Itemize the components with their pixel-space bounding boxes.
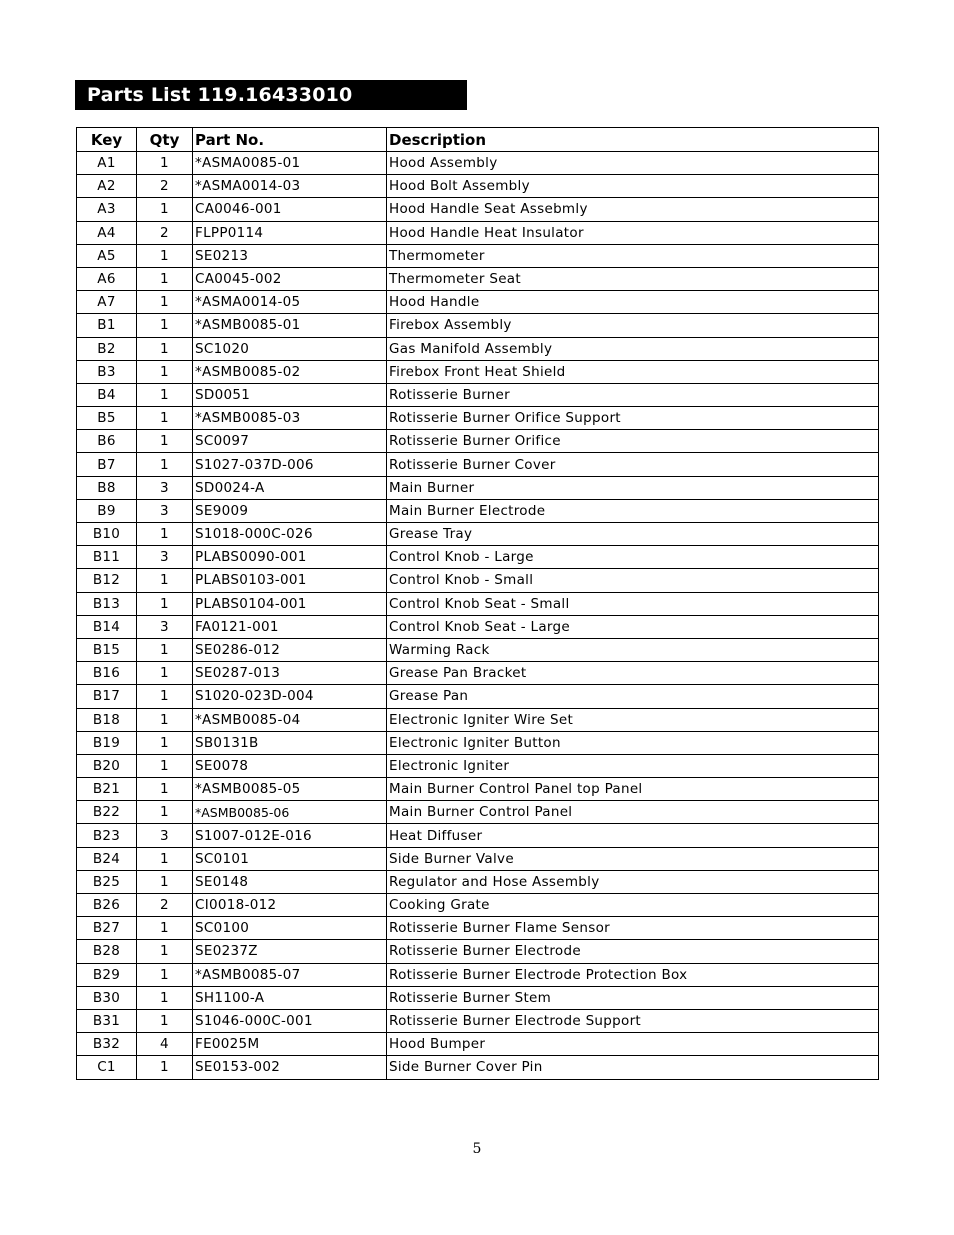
cell-key: B18	[77, 708, 137, 731]
cell-description: Control Knob - Large	[387, 546, 879, 569]
cell-key: A7	[77, 291, 137, 314]
cell-description: Main Burner Electrode	[387, 499, 879, 522]
cell-part-no: *ASMB0085-05	[193, 778, 387, 801]
table-row	[77, 337, 879, 360]
cell-description: Main Burner	[387, 476, 879, 499]
cell-key: B25	[77, 870, 137, 893]
cell-qty: 1	[137, 963, 193, 986]
cell-qty: 1	[137, 708, 193, 731]
cell-part-no: *ASMB0085-02	[193, 360, 387, 383]
cell-part-no: SD0051	[193, 383, 387, 406]
table-row	[77, 754, 879, 777]
cell-part-no: S1020-023D-004	[193, 685, 387, 708]
cell-key: A5	[77, 244, 137, 267]
cell-description: Electronic Igniter Wire Set	[387, 708, 879, 731]
cell-part-no: SE0286-012	[193, 638, 387, 661]
cell-qty: 1	[137, 754, 193, 777]
cell-part-no: SE0237Z	[193, 940, 387, 963]
cell-description: Firebox Front Heat Shield	[387, 360, 879, 383]
table-row	[77, 662, 879, 685]
cell-part-no: FLPP0114	[193, 221, 387, 244]
cell-qty: 1	[137, 198, 193, 221]
table-row	[77, 175, 879, 198]
table-row	[77, 778, 879, 801]
column-header-description: Description	[387, 128, 879, 152]
cell-part-no: SB0131B	[193, 731, 387, 754]
column-header-qty: Qty	[137, 128, 193, 152]
cell-description: Rotisserie Burner Orifice Support	[387, 407, 879, 430]
cell-description: Hood Assembly	[387, 152, 879, 175]
cell-part-no: PLABS0104-001	[193, 592, 387, 615]
cell-part-no: *ASMB0085-01	[193, 314, 387, 337]
cell-description: Hood Handle Seat Assebmly	[387, 198, 879, 221]
cell-description: Electronic Igniter Button	[387, 731, 879, 754]
table-row	[77, 291, 879, 314]
table-row	[77, 592, 879, 615]
cell-key: A2	[77, 175, 137, 198]
table-row	[77, 963, 879, 986]
cell-key: B10	[77, 523, 137, 546]
cell-qty: 1	[137, 152, 193, 175]
table-row	[77, 198, 879, 221]
cell-description: Thermometer	[387, 244, 879, 267]
parts-table-body	[77, 152, 879, 1080]
cell-qty: 1	[137, 592, 193, 615]
cell-key: B17	[77, 685, 137, 708]
table-row	[77, 476, 879, 499]
cell-part-no: *ASMB0085-04	[193, 708, 387, 731]
table-row	[77, 267, 879, 290]
cell-qty: 2	[137, 175, 193, 198]
cell-description: Main Burner Control Panel	[387, 801, 879, 824]
table-row	[77, 1056, 879, 1079]
table-row	[77, 499, 879, 522]
cell-part-no: SE0078	[193, 754, 387, 777]
cell-key: B4	[77, 383, 137, 406]
cell-part-no: CA0046-001	[193, 198, 387, 221]
cell-key: A1	[77, 152, 137, 175]
cell-part-no: *ASMA0085-01	[193, 152, 387, 175]
cell-key: B21	[77, 778, 137, 801]
table-row	[77, 917, 879, 940]
cell-key: B5	[77, 407, 137, 430]
cell-description: Cooking Grate	[387, 894, 879, 917]
table-row	[77, 314, 879, 337]
cell-part-no: SE0153-002	[193, 1056, 387, 1079]
cell-part-no: *ASMB0085-07	[193, 963, 387, 986]
cell-qty: 3	[137, 615, 193, 638]
cell-key: B23	[77, 824, 137, 847]
cell-key: B2	[77, 337, 137, 360]
cell-part-no: PLABS0090-001	[193, 546, 387, 569]
cell-key: B19	[77, 731, 137, 754]
cell-key: B28	[77, 940, 137, 963]
cell-qty: 1	[137, 360, 193, 383]
table-row	[77, 244, 879, 267]
cell-description: Hood Bumper	[387, 1033, 879, 1056]
cell-key: B9	[77, 499, 137, 522]
cell-key: B1	[77, 314, 137, 337]
cell-part-no: SC0101	[193, 847, 387, 870]
cell-description: Control Knob Seat - Small	[387, 592, 879, 615]
table-row	[77, 383, 879, 406]
cell-key: A3	[77, 198, 137, 221]
cell-key: B22	[77, 801, 137, 824]
cell-part-no: *ASMA0014-03	[193, 175, 387, 198]
cell-key: B6	[77, 430, 137, 453]
cell-part-no: SH1100-A	[193, 986, 387, 1009]
cell-part-no: *ASMB0085-03	[193, 407, 387, 430]
cell-part-no: S1027-037D-006	[193, 453, 387, 476]
cell-qty: 1	[137, 523, 193, 546]
cell-qty: 1	[137, 940, 193, 963]
cell-qty: 1	[137, 662, 193, 685]
cell-part-no: SC0097	[193, 430, 387, 453]
cell-description: Hood Handle	[387, 291, 879, 314]
cell-description: Regulator and Hose Assembly	[387, 870, 879, 893]
column-header-key: Key	[77, 128, 137, 152]
cell-description: Grease Pan	[387, 685, 879, 708]
table-row	[77, 1009, 879, 1032]
cell-part-no: S1018-000C-026	[193, 523, 387, 546]
cell-key: B13	[77, 592, 137, 615]
cell-description: Electronic Igniter	[387, 754, 879, 777]
table-row	[77, 546, 879, 569]
cell-description: Rotisserie Burner Electrode Support	[387, 1009, 879, 1032]
cell-qty: 4	[137, 1033, 193, 1056]
cell-description: Control Knob - Small	[387, 569, 879, 592]
table-row	[77, 708, 879, 731]
table-row	[77, 685, 879, 708]
cell-description: Rotisserie Burner Electrode Protection Box	[387, 963, 879, 986]
table-row	[77, 221, 879, 244]
cell-key: B8	[77, 476, 137, 499]
cell-qty: 1	[137, 407, 193, 430]
table-row	[77, 360, 879, 383]
cell-part-no: CI0018-012	[193, 894, 387, 917]
table-row	[77, 731, 879, 754]
cell-key: B16	[77, 662, 137, 685]
table-row	[77, 453, 879, 476]
cell-key: B11	[77, 546, 137, 569]
cell-qty: 1	[137, 847, 193, 870]
cell-description: Main Burner Control Panel top Panel	[387, 778, 879, 801]
cell-qty: 1	[137, 430, 193, 453]
cell-key: A4	[77, 221, 137, 244]
cell-description: Grease Tray	[387, 523, 879, 546]
table-row	[77, 152, 879, 175]
cell-description: Control Knob Seat - Large	[387, 615, 879, 638]
cell-qty: 1	[137, 267, 193, 290]
cell-part-no: S1007-012E-016	[193, 824, 387, 847]
table-row	[77, 407, 879, 430]
cell-description: Heat Diffuser	[387, 824, 879, 847]
cell-qty: 1	[137, 801, 193, 824]
table-row	[77, 638, 879, 661]
cell-key: B31	[77, 1009, 137, 1032]
cell-description: Warming Rack	[387, 638, 879, 661]
cell-qty: 1	[137, 337, 193, 360]
cell-description: Rotisserie Burner Orifice	[387, 430, 879, 453]
cell-part-no: SC0100	[193, 917, 387, 940]
cell-part-no: S1046-000C-001	[193, 1009, 387, 1032]
page-number: 5	[472, 1141, 482, 1157]
cell-qty: 1	[137, 569, 193, 592]
cell-qty: 1	[137, 778, 193, 801]
cell-qty: 1	[137, 685, 193, 708]
cell-key: B30	[77, 986, 137, 1009]
table-row	[77, 801, 879, 824]
cell-key: B32	[77, 1033, 137, 1056]
cell-key: B26	[77, 894, 137, 917]
table-row	[77, 430, 879, 453]
cell-description: Side Burner Cover Pin	[387, 1056, 879, 1079]
cell-qty: 1	[137, 917, 193, 940]
cell-description: Grease Pan Bracket	[387, 662, 879, 685]
cell-qty: 1	[137, 453, 193, 476]
cell-key: B20	[77, 754, 137, 777]
cell-part-no: SE0213	[193, 244, 387, 267]
cell-description: Firebox Assembly	[387, 314, 879, 337]
cell-qty: 1	[137, 383, 193, 406]
table-row	[77, 824, 879, 847]
cell-qty: 1	[137, 638, 193, 661]
table-row	[77, 569, 879, 592]
cell-part-no: SE9009	[193, 499, 387, 522]
cell-part-no: *ASMA0014-05	[193, 291, 387, 314]
cell-qty: 1	[137, 244, 193, 267]
cell-key: B15	[77, 638, 137, 661]
page-title: Parts List 119.16433010	[75, 80, 467, 110]
table-row	[77, 615, 879, 638]
table-row	[77, 940, 879, 963]
cell-qty: 3	[137, 476, 193, 499]
cell-qty: 1	[137, 870, 193, 893]
column-header-part-no: Part No.	[193, 128, 387, 152]
cell-qty: 1	[137, 1056, 193, 1079]
cell-part-no: SC1020	[193, 337, 387, 360]
table-row	[77, 986, 879, 1009]
cell-qty: 2	[137, 221, 193, 244]
cell-description: Thermometer Seat	[387, 267, 879, 290]
cell-qty: 1	[137, 314, 193, 337]
table-row	[77, 1033, 879, 1056]
table-row	[77, 523, 879, 546]
cell-part-no: FE0025M	[193, 1033, 387, 1056]
cell-description: Side Burner Valve	[387, 847, 879, 870]
cell-key: B7	[77, 453, 137, 476]
cell-description: Rotisserie Burner Cover	[387, 453, 879, 476]
table-row	[77, 847, 879, 870]
cell-qty: 2	[137, 894, 193, 917]
cell-key: B3	[77, 360, 137, 383]
cell-qty: 1	[137, 291, 193, 314]
cell-description: Hood Handle Heat Insulator	[387, 221, 879, 244]
cell-part-no: FA0121-001	[193, 615, 387, 638]
cell-qty: 3	[137, 824, 193, 847]
cell-description: Rotisserie Burner	[387, 383, 879, 406]
cell-qty: 1	[137, 1009, 193, 1032]
cell-key: B29	[77, 963, 137, 986]
cell-part-no: SE0148	[193, 870, 387, 893]
cell-description: Gas Manifold Assembly	[387, 337, 879, 360]
cell-key: C1	[77, 1056, 137, 1079]
cell-description: Hood Bolt Assembly	[387, 175, 879, 198]
cell-description: Rotisserie Burner Electrode	[387, 940, 879, 963]
table-row	[77, 870, 879, 893]
cell-part-no: SD0024-A	[193, 476, 387, 499]
cell-part-no: *ASMB0085-06	[193, 801, 387, 824]
cell-part-no: CA0045-002	[193, 267, 387, 290]
table-header-row	[77, 128, 879, 152]
parts-table	[76, 127, 879, 1080]
cell-description: Rotisserie Burner Flame Sensor	[387, 917, 879, 940]
cell-key: B24	[77, 847, 137, 870]
cell-key: A6	[77, 267, 137, 290]
cell-qty: 3	[137, 546, 193, 569]
cell-description: Rotisserie Burner Stem	[387, 986, 879, 1009]
cell-key: B14	[77, 615, 137, 638]
cell-qty: 1	[137, 986, 193, 1009]
cell-part-no: PLABS0103-001	[193, 569, 387, 592]
cell-part-no: SE0287-013	[193, 662, 387, 685]
cell-qty: 3	[137, 499, 193, 522]
cell-key: B27	[77, 917, 137, 940]
cell-key: B12	[77, 569, 137, 592]
cell-qty: 1	[137, 731, 193, 754]
table-row	[77, 894, 879, 917]
